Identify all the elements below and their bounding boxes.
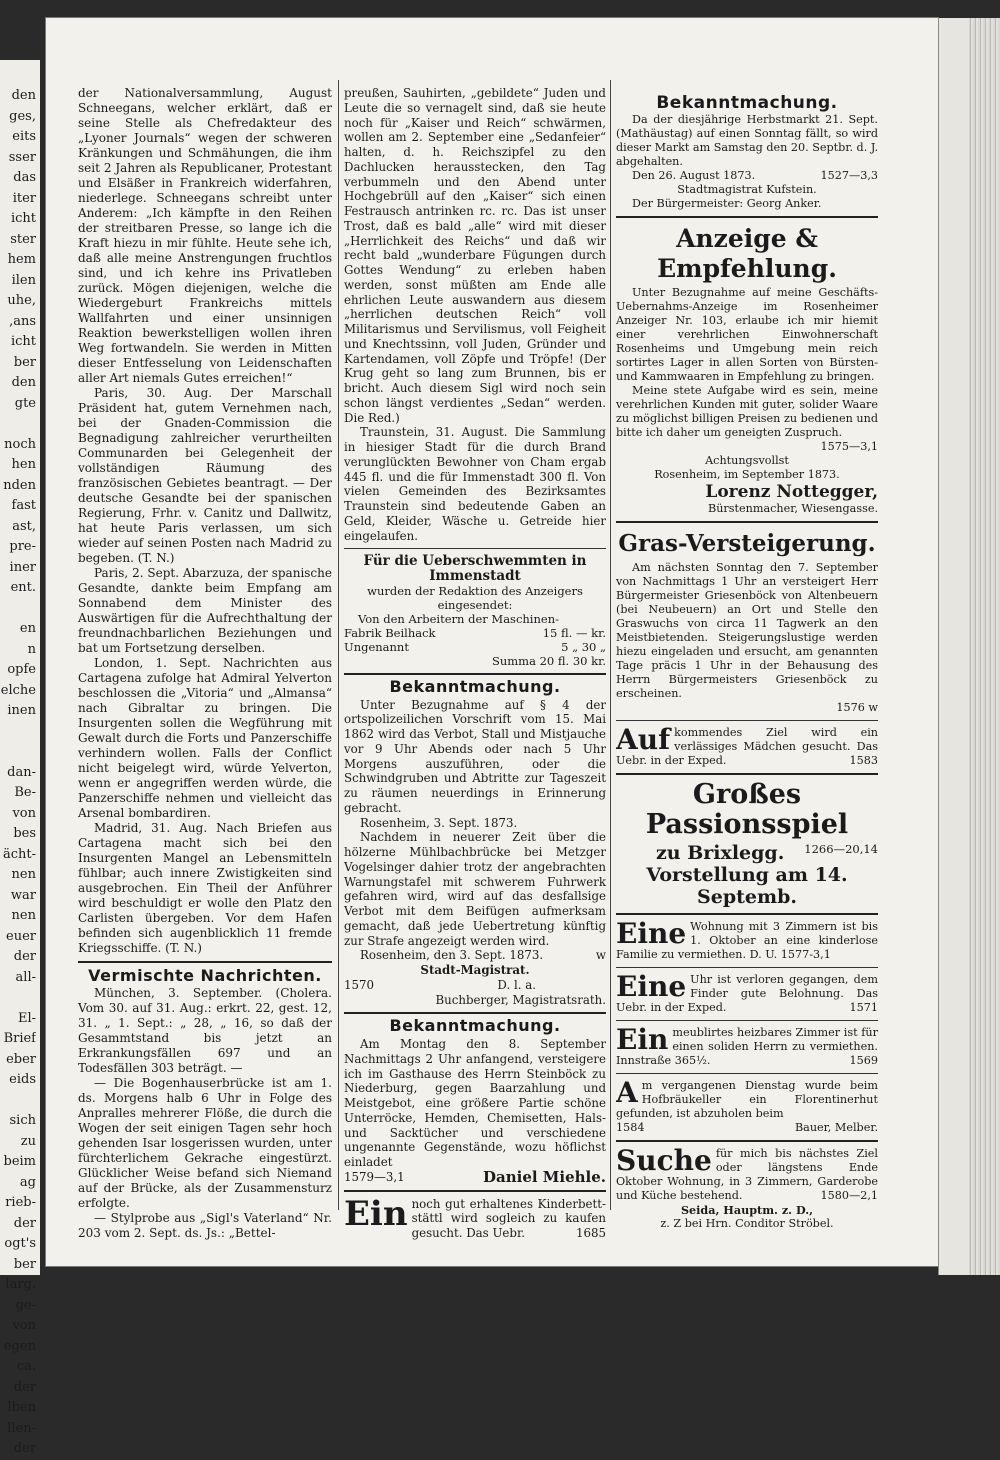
ad-initial: Ein xyxy=(616,1026,669,1056)
notice-mark: w xyxy=(595,948,606,963)
notice-signature: D. l. a. xyxy=(497,977,536,992)
ad-text: für mich bis nächstes Ziel oder längstens Ende Oktober Wohnung, in 3 Zimmern, Garderobe und Küche bestehend. xyxy=(616,1147,878,1202)
ad-eine-wohnung xyxy=(616,920,878,962)
article-bogenhausen: — Die Bogenhauserbrücke ist am 1. ds. Morgens halb 6 Uhr in Folge des Anpralles mehrerer Flöße, die durch die Wogen der seit einigen Tagen sehr hoch gehenden Isar losgerissen wurden, unter fürchterlichem Gekrache eingestürzt. Glücklicher Weise befand sich Niemand auf der Brücke, als der Zusammensturz erfolgte. xyxy=(78,1076,332,1210)
ad-heading: Großes Passionsspiel xyxy=(645,779,849,840)
divider xyxy=(344,673,606,675)
previous-page-line: hem xyxy=(7,252,36,267)
previous-page-line xyxy=(0,414,36,435)
previous-page-line: hen xyxy=(11,457,36,472)
previous-page-line: den xyxy=(11,88,36,103)
ad-eine-uhr xyxy=(616,973,878,1015)
fund-sum: Summa 20 fl. 30 kr. xyxy=(491,653,606,668)
ad-text: Am nächsten Sonntag den 7. September von Nachmittags 1 Uhr an versteigert Herr Bürgermeister Griesenböck von Altenbeuern (bei Neubeuern) an Ort und Stelle den Graswuchs von circa 11 Tagwerk an den Meistbietenden. Steigerungslustige werden hiezu eingeladen und ersucht, am genannten Tage präcis 1 Uhr in der Behausung des Herrn Bürgermeisters Griesenböck zu erscheinen. xyxy=(616,561,878,700)
previous-page-line: ent. xyxy=(10,580,36,595)
notice-text: Am Montag den 8. September Nachmittags 2 Uhr anfangend, versteigere ich im Gasthause des Herrn Steinböck zu Niederburg, gegen Baarzahlung und Meistgebot, eine größere Partie schöne Unterröcke, Hemden, Chemisetten, Hals- und Sacktücher und verschiedene ungenannte Gegenstände, wozu höflichst einladet xyxy=(344,1037,606,1169)
ad-number: 1266—20,14 xyxy=(804,842,878,856)
ad-signature: Bauer, Melber. xyxy=(794,1121,878,1134)
previous-page-line: Be- xyxy=(14,785,36,800)
article-stylprobe: — Stylprobe aus „Sigl's Vaterland“ Nr. 203 vom 2. Sept. ds. Js.: „Bettel- xyxy=(78,1211,332,1240)
notice-heading: Bekanntmachung. xyxy=(389,1016,561,1036)
previous-page-line: ilen xyxy=(11,272,36,288)
ad-text: Wohnung mit 3 Zimmern ist bis 1. Oktober an eine kinderlose Familie zu vermiethen. D. U. xyxy=(616,920,878,961)
ad-subheading: zu Brixlegg. xyxy=(656,842,785,864)
previous-page-line: ogt's xyxy=(4,1236,36,1251)
divider xyxy=(616,1020,878,1021)
column-rule-1 xyxy=(338,80,339,1210)
column-1 xyxy=(78,86,332,1241)
notice-date: Rosenheim, den 3. Sept. 1873. xyxy=(360,948,544,963)
ad-number: 1571 xyxy=(849,1001,878,1014)
ad-initial: Eine xyxy=(616,973,687,1003)
notice-signature: Der Bürgermeister: Georg Anker. xyxy=(632,197,822,210)
column-2 xyxy=(344,86,606,1241)
section-heading-vermischte: Vermischte Nachrichten. xyxy=(88,966,322,985)
notice-signature: Stadtmagistrat Kufstein. xyxy=(677,183,817,196)
previous-page-line: llen- xyxy=(7,1420,36,1436)
divider xyxy=(344,548,606,549)
previous-page-line: euer xyxy=(6,928,36,944)
notice-signature: Daniel Miehle. xyxy=(482,1167,606,1186)
article-paris-2: Paris, 2. Sept. Abarzuza, der spanische Gesandte, dankte beim Empfang am Sonnabend dem Minister des Auswärtigen für die Aufrechthaltung der freundnachbarlichen Beziehungen und bat um Fortsetzung derselben. xyxy=(78,566,332,655)
divider xyxy=(616,967,878,968)
previous-page-line: ,ans xyxy=(9,313,36,329)
ad-florentinerhut xyxy=(616,1079,878,1135)
fund-amount: 15 fl. — kr. xyxy=(542,625,606,640)
notice-heading: Bekanntmachung. xyxy=(656,93,838,113)
previous-page-line: ges, xyxy=(9,108,36,124)
fund-donor: Fabrik Beilhack xyxy=(344,625,436,640)
fund-row xyxy=(344,640,606,654)
previous-page-line: der xyxy=(13,949,36,964)
previous-page-line: elche xyxy=(0,682,36,698)
ad-number: 1584 xyxy=(616,1121,645,1134)
column-rule-2 xyxy=(610,80,611,1210)
previous-page-column xyxy=(0,86,36,1460)
previous-page-line: eids xyxy=(9,1072,36,1087)
ad-text: Uhr ist verloren gegangen, dem Finder gute Belohnung. Das Uebr. in der Exped. xyxy=(616,973,878,1014)
previous-page-line: sich xyxy=(9,1113,36,1128)
previous-page-line xyxy=(0,1091,36,1112)
divider xyxy=(616,913,878,915)
previous-page-line: bes xyxy=(13,826,36,841)
ad-number: 1569 xyxy=(849,1054,878,1067)
previous-page-line: der xyxy=(13,1441,36,1456)
article-schneegans: der Nationalversammlung, August Schneegans, welcher erklärt, daß er seine Stelle als Chefredakteur des „Lyoner Journals“ wegen der schweren Kränkungen und Schmähungen, die ihm seit 2 Jahren als Republicaner, Protestant und Elsäßer in Frankreich widerfahren, niederlege. Schneegans schreibt unter Anderem: „Ich kämpfte in den Reihen der streitbaren Presse, so lange ich die Kraft hiezu in mir fühlte. Heute sehe ich, daß alle meine Anstrengungen fruchtlos sind, und ich kehre ins Privatleben zurück. Mögen diejenigen, welche die Wiedergeburt Frankreichs mittels Wallfahrten und einer unsinnigen Reaktion bewerkstelligen wollen ihren Weg fortwandeln. Sie werden in Mitten dieser Entfesselung von Leidenschaften aller Art niemals Gutes erreichen!“ xyxy=(78,86,332,385)
previous-page-line: den xyxy=(11,375,36,390)
ad-ein-zimmer xyxy=(616,1026,878,1068)
ad-number: 1583 xyxy=(849,754,878,767)
previous-page-line: inen xyxy=(7,703,36,718)
previous-page-line: ag xyxy=(19,1174,36,1190)
previous-page-line: ge- xyxy=(15,1297,36,1313)
previous-page-line: eits xyxy=(12,129,36,144)
previous-page-line: iner xyxy=(9,559,36,575)
fund-row xyxy=(344,626,606,640)
ad-ein xyxy=(344,1193,606,1241)
ad-subheading: Vorstellung am 14. Septemb. xyxy=(646,864,848,908)
previous-page-line xyxy=(0,722,36,743)
previous-page-line: das xyxy=(13,170,36,185)
ad-number: 1577-3,1 xyxy=(780,948,831,961)
ad-heading: Anzeige & Empfehlung. xyxy=(657,224,837,283)
column-3 xyxy=(616,92,878,1231)
notice-date: Rosenheim, 3. Sept. 1873. xyxy=(360,815,518,830)
previous-page-line: der xyxy=(13,1379,36,1395)
ad-initial: Auf xyxy=(616,726,671,756)
fund-line: Von den Arbeitern der Maschinen- xyxy=(358,611,559,626)
previous-page-line xyxy=(0,742,36,763)
article-traunstein: Traunstein, 31. August. Die Sammlung in hiesiger Stadt für die durch Brand verunglückten Bewohner von Cham ergab 445 fl. und die für Immenstadt 300 fl. Von vielen Gemeinden des Bezirksamtes Traunstein sind bedeutende Gaben an Geld, Kleider, Wäsche u. Getreide hier eingelaufen. xyxy=(344,425,606,543)
ad-signature: Rosenheim, im September 1873. xyxy=(654,468,840,481)
ad-number: 1576 w xyxy=(836,701,878,714)
previous-page-line: nen xyxy=(11,908,36,923)
ad-number: 1580—2,1 xyxy=(820,1189,878,1202)
notice-date-row xyxy=(344,948,606,963)
article-madrid: Madrid, 31. Aug. Nach Briefen aus Cartagena macht sich bei den Insurgenten Mangel an Lebensmitteln fühlbar; auch innere Zwistigkeiten sind ausgebrochen. Ein Theil der Anführer wird beschuldigt er wolle den Platz den Carlisten übergeben. Vor dem Hafen befinden sich augenblicklich 11 fremde Kriegsschiffe. (T. N.) xyxy=(78,821,332,955)
article-paris-30: Paris, 30. Aug. Der Marschall Präsident hat, gutem Vernehmen nach, bei der Gnaden-Commission die Begnadigung zahlreicher verurtheilten Communarden bei Gelegenheit der vollständigen Räumung des französischen Gebietes beantragt. — Der deutsche Gesandte bei der spanischen Regierung, Frhr. v. Canitz und Dallwitz, hat heute Paris verlassen, um sich wieder auf seinen Posten nach Madrid zu begeben. (T. N.) xyxy=(78,386,332,565)
previous-page-line: ca. xyxy=(16,1359,36,1374)
page-stack-front xyxy=(938,18,969,1275)
previous-page-line xyxy=(0,599,36,620)
fund-amount: 5 „ 30 „ xyxy=(561,639,606,654)
divider xyxy=(616,720,878,721)
previous-page-line: ast, xyxy=(12,518,36,534)
previous-page-line: nen xyxy=(11,867,36,882)
previous-page-line: dan- xyxy=(7,764,36,780)
previous-page-line: lben xyxy=(7,1400,36,1415)
notice-number: 1527—3,3 xyxy=(820,169,878,182)
previous-page-line: egen xyxy=(3,1338,36,1354)
previous-page-line: pre- xyxy=(9,539,36,554)
previous-page-line: larg. xyxy=(5,1277,36,1292)
previous-page-line: fast xyxy=(11,498,36,513)
previous-page-line: icht xyxy=(10,211,36,226)
previous-page-line: Brief xyxy=(3,1031,36,1046)
previous-page-line xyxy=(0,988,36,1009)
fund-donor: Ungenannt xyxy=(344,639,409,654)
ad-initial: Suche xyxy=(616,1147,712,1177)
previous-page-line: gte xyxy=(14,395,36,411)
notice-date: Den 26. August 1873. xyxy=(632,169,756,182)
previous-page-line: von xyxy=(12,805,36,821)
ad-text: noch gut erhaltenes Kinderbett-stättl wird sogleich zu kaufen gesucht. Das Uebr. xyxy=(411,1196,606,1240)
previous-page-line: iter xyxy=(12,190,36,206)
ad-text: Unter Bezugnahme auf meine Geschäfts-Uebernahms-Anzeige im Rosenheimer Anzeiger Nr. 103, erlaube ich mir hiemit einer verehrlichen Einwohnerschaft Rosenheims und Umgebung mein reich sortirtes Lager in allen Sorten von Bürsten- und Kammwaaren in Empfehlung zu bringen. xyxy=(616,286,878,383)
previous-page-line: icht xyxy=(10,334,36,349)
previous-page-line: zu xyxy=(20,1133,36,1149)
notice-text: Da der diesjährige Herbstmarkt 21. Sept. (Mathäustag) auf einen Sonntag fällt, so wird dieser Markt am Samstag den 20. Septbr. d. J. abgehalten. xyxy=(616,113,879,168)
ad-initial: A xyxy=(616,1079,638,1109)
fund-title: Für die Ueberschwemmten in Immenstadt xyxy=(363,553,587,584)
notice-text: Nachdem in neuerer Zeit über die hölzerne Mühlbachbrücke bei Metzger Vogelsinger dahier trotz der angebrachten Warnungstafel mit schwerem Fuhrwerk gefahren wird, wird auf das desfallsige Verbot mit dem Beifügen aufmerksam gemacht, daß jede Uebertretung künftig zur Strafe angezeigt werden wird. xyxy=(344,830,606,948)
previous-page-line: der xyxy=(13,1215,36,1231)
ad-text: Meine stete Aufgabe wird es sein, meine verehrlichen Kunden mit guter, solider Waare zu möglichst billigen Preisen zu bedienen und bitte ich daher um geneigten Zuspruch. xyxy=(616,384,878,439)
divider xyxy=(616,773,878,775)
ad-initial: Ein xyxy=(344,1193,408,1234)
previous-page-line: all- xyxy=(15,969,36,985)
notice-signature: Buchberger, Magistratsrath. xyxy=(435,992,606,1007)
ad-signature: Bürstenmacher, Wiesengasse. xyxy=(708,502,878,515)
article-london: London, 1. Sept. Nachrichten aus Cartagena zufolge hat Admiral Yelverton beschlossen die „Vitoria“ und „Almansa“ nach Gibraltar zu bringen. Die Insurgenten sollen die Wegführung mit Gewalt durch die Forts und Panzerschiffe verhindern wollen. Falls der Conflict nicht beigelegt wird, würde Yelverton, wenn er angegriffen werden würde, die Panzerschiffe nehmen und vielleicht das Arsenal bombardiren. xyxy=(78,656,332,820)
previous-page-line: sser xyxy=(8,149,36,165)
ad-number: 1685 xyxy=(575,1226,606,1240)
ad-number: 1575—3,1 xyxy=(820,440,878,453)
previous-page-line: eber xyxy=(6,1051,36,1067)
notice-text: Unter Bezugnahme auf § 4 der ortspolizeilichen Vorschrift vom 15. Mai 1862 wird das Verbot, Stall und Mistjauche vor 9 Uhr Abends oder nach 5 Uhr Morgens auszuführen, oder die Schwindgruben und Abtritte zur Tageszeit zu räumen neuerdings in Erinnerung gebracht. xyxy=(344,697,606,815)
divider xyxy=(616,1073,878,1074)
previous-page-line: uhe, xyxy=(7,293,36,308)
previous-page-line: noch xyxy=(4,436,36,452)
previous-page-line: nden xyxy=(3,477,36,493)
ad-signature: Lorenz Nottegger, xyxy=(705,482,878,502)
previous-page-line: opfe xyxy=(7,662,36,677)
ad-heading: Gras-Versteigerung. xyxy=(618,530,876,557)
notice-heading: Bekanntmachung. xyxy=(389,676,561,696)
fund-subtitle: wurden der Redaktion des Anzeigers eingesendet: xyxy=(367,583,583,612)
previous-page-line: El- xyxy=(17,1010,36,1026)
previous-page-line: ber xyxy=(13,354,36,370)
previous-page-line: ber xyxy=(13,1256,36,1272)
ad-text: m vergangenen Dienstag wurde beim Hofbräukeller ein Florentinerhut gefunden, ist abzuholen beim xyxy=(616,1079,878,1120)
divider xyxy=(616,1140,878,1142)
divider xyxy=(344,1012,606,1014)
divider xyxy=(616,216,878,218)
divider xyxy=(344,1190,606,1192)
previous-page-line: ächt- xyxy=(2,846,36,862)
ad-signature: z. Z bei Hrn. Conditor Ströbel. xyxy=(660,1217,834,1230)
ad-text: meublirtes heizbares Zimmer ist für einen soliden Herrn zu vermiethen. Innstraße 365½. xyxy=(616,1026,878,1067)
previous-page-line: en xyxy=(19,621,36,636)
notice-number: 1579—3,1 xyxy=(344,1169,405,1184)
previous-page-line: rieb- xyxy=(5,1195,36,1210)
ad-suche xyxy=(616,1147,878,1231)
previous-page-line: von xyxy=(12,1318,36,1333)
article-muenchen: München, 3. September. (Cholera. Vom 30. auf 31. Aug.: erkrt. 22, gest. 12, 31. „ 1. Sept.: „ 28, „ 16, so daß der Gesammtstand bis jetzt an Erkrankungsfällen 697 und an Todesfällen 303 beträgt. — xyxy=(78,986,332,1075)
ad-signature: Achtungsvollst xyxy=(705,454,789,467)
ad-auf xyxy=(616,726,878,768)
ad-signature: Seida, Hauptm. z. D., xyxy=(680,1203,814,1217)
previous-page-line: beim xyxy=(3,1154,36,1169)
previous-page-line: ster xyxy=(10,231,36,247)
divider xyxy=(616,521,878,523)
ad-initial: Eine xyxy=(616,920,687,950)
section-divider xyxy=(78,961,332,963)
notice-signature: Stadt-Magistrat. xyxy=(420,963,530,977)
previous-page-line: n xyxy=(27,641,36,657)
previous-page-line: war xyxy=(10,887,36,903)
ad-text: kommendes Ziel wird ein verlässiges Mädchen gesucht. Das Uebr. in der Exped. xyxy=(616,726,878,767)
article-sigl-quote: preußen, Sauhirten, „gebildete“ Juden und Leute die so vernagelt sind, daß sie heute noch für „Kaiser und Reich“ schwärmen, wollen am 2. September eine „Sedanfeier“ halten, d. h. Reichszipfel zu den Dachlucken herausstecken, den Tag verbummeln und den Abend unter Hochgebrüll auf den „Kaiser“ sich einen Festrausch antrinken rc. rc. Das ist unser Trost, daß es bald „alle“ wird mit dieser „Herrlichkeit des Reichs“ und daß wir recht bald „wunderbare Fügungen durch Gottes Wendung“ zu erleben haben werden, sonst müßten am Ende alle ehrlichen Leute auswandern aus diesem „herrlichen deutschen Reich“ voll Militarismus und Servilismus, voll Feigheit und Knechtssinn, voll Juden, Gründer und Kartendamen, voll Zöpfe und Tröpfe! (Der Krug geht so lang zum Brunnen, bis er bricht. Auch diesem Sigl wird noch sein schon längst verdientes „Sedan“ werden. Die Red.) xyxy=(344,86,606,425)
notice-number: 1570 xyxy=(344,977,375,992)
